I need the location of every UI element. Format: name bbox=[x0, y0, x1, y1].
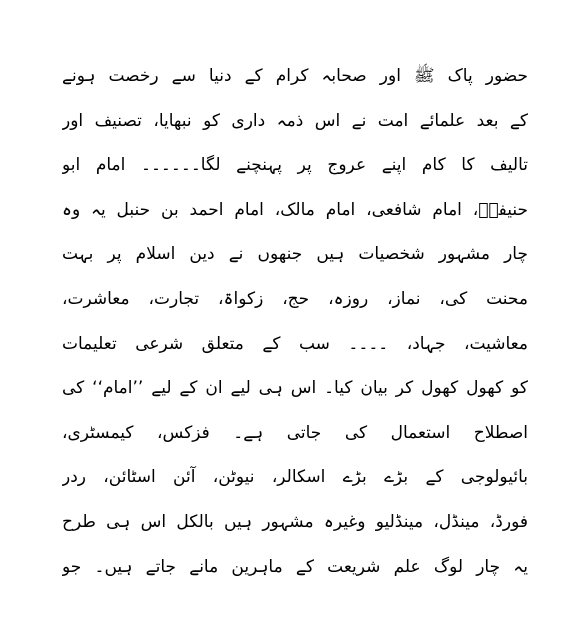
text-line-7: معاشیت، جہاد، ۔۔۔۔ سب کے متعلق شرعی تعلیمات bbox=[62, 333, 528, 354]
text-line-1: حضور پاک ﷺ اور صحابہ کرام کے دنیا سے رخصت ہونے bbox=[62, 66, 528, 86]
text-line-5: چار مشہور شخصیات ہیں جنھوں نے دین اسلام پر بہت bbox=[62, 244, 528, 265]
text-line-2: کے بعد علمائے امت نے اس ذمہ داری کو نبھایا، تصنیف اور bbox=[62, 110, 528, 131]
text-line-3: تالیف کا کام اپنے عروج پر پہنچنے لگا۔۔۔۔۔۔ امام ابو bbox=[62, 155, 528, 176]
text-line-4: حنیفہؒ، امام شافعی، امام مالک، امام احمد بن حنبل یہ وہ bbox=[62, 199, 528, 220]
text-line-9: اصطلاح استعمال کی جاتی ہے۔ فزکس، کیمسٹری، bbox=[62, 422, 528, 443]
urdu-paragraph bbox=[62, 58, 528, 593]
text-line-11: فورڈ، مینڈل، مینڈلیو وغیرہ مشہور ہیں بالکل اس ہی طرح bbox=[62, 511, 528, 532]
text-line-10: بائیولوجی کے بڑے بڑے اسکالر، نیوٹن، آئن اسٹائن، ردر bbox=[62, 467, 528, 488]
text-line-8: کو کھول کھول کر بیان کیا۔ اس ہی لیے ان کے لیے ’’امام‘‘ کی bbox=[62, 378, 528, 399]
text-line-12: یہ چار لوگ علم شریعت کے ماہرین مانے جاتے ہیں۔ جو bbox=[62, 556, 528, 577]
text-line-6: محنت کی، نماز، روزہ، حج، زکواۃ، تجارت، معاشرت، bbox=[62, 288, 528, 309]
